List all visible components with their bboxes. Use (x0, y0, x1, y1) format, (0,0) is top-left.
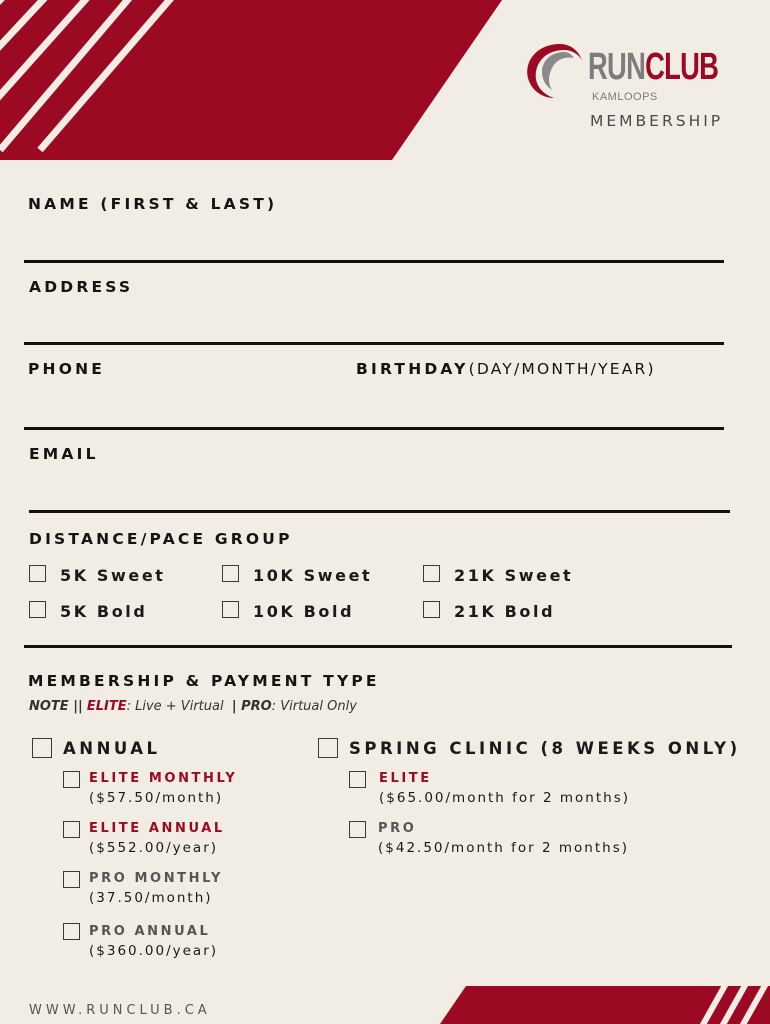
section-divider (24, 645, 732, 648)
page-title: MEMBERSHIP (590, 112, 724, 130)
option-5k-bold: 5K Bold (60, 602, 148, 621)
footer-banner (0, 980, 770, 1024)
runner-swoosh-icon (520, 38, 590, 108)
price-pro-monthly: (37.50/month) (89, 890, 213, 906)
phone-label: PHONE (28, 360, 106, 378)
checkbox-10k-bold[interactable] (222, 601, 239, 618)
plan-elite-annual: ELITE ANNUAL (89, 821, 225, 836)
checkbox-spring-elite[interactable] (349, 771, 366, 788)
option-21k-sweet: 21K Sweet (454, 566, 574, 585)
plan-pro-annual: PRO ANNUAL (89, 924, 211, 939)
note-pro-desc: : Virtual Only (271, 699, 357, 714)
website-link[interactable]: WWW.RUNCLUB.CA (29, 1003, 211, 1018)
runclub-logo (520, 38, 730, 108)
name-label: NAME (FIRST & LAST) (28, 195, 278, 213)
price-elite-monthly: ($57.50/month) (89, 790, 224, 806)
price-pro-annual: ($360.00/year) (89, 943, 219, 959)
note-elite-desc: : Live + Virtual (126, 699, 224, 714)
logo-wordmark: RUNCLUB (588, 46, 719, 88)
annual-label: ANNUAL (63, 739, 161, 758)
email-label: EMAIL (29, 445, 99, 463)
membership-heading: MEMBERSHIP & PAYMENT TYPE (28, 672, 380, 690)
checkbox-5k-bold[interactable] (29, 601, 46, 618)
plan-spring-pro: PRO (378, 821, 417, 836)
address-field-line[interactable] (24, 342, 724, 345)
checkbox-spring-clinic[interactable] (318, 738, 338, 758)
checkbox-pro-monthly[interactable] (63, 871, 80, 888)
email-field-line[interactable] (29, 510, 730, 513)
option-5k-sweet: 5K Sweet (60, 566, 166, 585)
checkbox-21k-sweet[interactable] (423, 565, 440, 582)
note-elite: ELITE (86, 699, 127, 714)
option-10k-bold: 10K Bold (253, 602, 355, 621)
option-21k-bold: 21K Bold (454, 602, 556, 621)
phone-birthday-field-line[interactable] (24, 427, 724, 430)
membership-note (29, 699, 357, 714)
spring-clinic-label: SPRING CLINIC (8 WEEKS ONLY) (349, 739, 741, 758)
checkbox-annual[interactable] (32, 738, 52, 758)
plan-elite-monthly: ELITE MONTHLY (89, 771, 238, 786)
note-prefix: NOTE || (29, 699, 83, 714)
birthday-label-text: BIRTHDAY (356, 360, 469, 378)
pace-group-heading: DISTANCE/PACE GROUP (29, 530, 293, 548)
checkbox-21k-bold[interactable] (423, 601, 440, 618)
note-pro: | PRO (231, 699, 272, 714)
checkbox-spring-pro[interactable] (349, 821, 366, 838)
price-spring-pro: ($42.50/month for 2 months) (378, 840, 630, 856)
price-spring-elite: ($65.00/month for 2 months) (379, 790, 631, 806)
checkbox-pro-annual[interactable] (63, 923, 80, 940)
name-field-line[interactable] (24, 260, 724, 263)
logo-subtitle: KAMLOOPS (592, 91, 658, 103)
birthday-format: (DAY/MONTH/YEAR) (468, 360, 656, 378)
price-elite-annual: ($552.00/year) (89, 840, 219, 856)
birthday-label (356, 360, 656, 378)
checkbox-10k-sweet[interactable] (222, 565, 239, 582)
plan-pro-monthly: PRO MONTHLY (89, 871, 224, 886)
checkbox-elite-monthly[interactable] (63, 771, 80, 788)
address-label: ADDRESS (29, 278, 134, 296)
checkbox-elite-annual[interactable] (63, 821, 80, 838)
option-10k-sweet: 10K Sweet (253, 566, 373, 585)
plan-spring-elite: ELITE (379, 771, 432, 786)
checkbox-5k-sweet[interactable] (29, 565, 46, 582)
